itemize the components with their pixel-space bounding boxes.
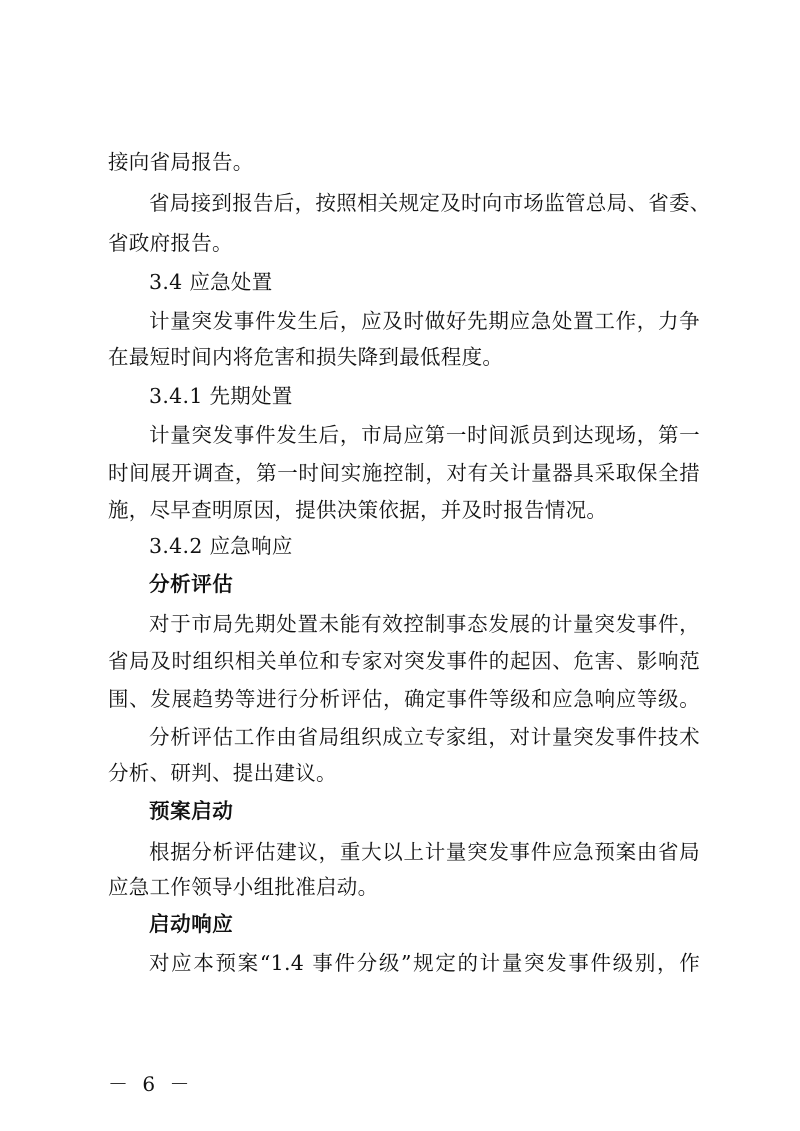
bold-subheading: 分析评估 — [149, 572, 234, 596]
bold-subheading: 启动响应 — [149, 912, 234, 936]
text-line: 分析评估工作由省局组织成立专家组，对计量突发事件技术 — [149, 725, 700, 749]
text-line: 省局及时组织相关单位和专家对突发事件的起因、危害、影响范 — [108, 649, 700, 673]
text-line: 计量突发事件发生后，应及时做好先期应急处置工作，力争 — [149, 309, 700, 333]
text-line: 时间展开调查，第一时间实施控制，对有关计量器具采取保全措 — [108, 461, 700, 485]
section-heading: 3.4.2 应急响应 — [149, 534, 293, 558]
text-line: 对于市局先期处置未能有效控制事态发展的计量突发事件， — [149, 612, 700, 636]
text-line: 施，尽早查明原因，提供决策依据，并及时报告情况。 — [108, 498, 608, 522]
text-line: 应急工作领导小组批准启动。 — [108, 875, 379, 899]
text-line: 围、发展趋势等进行分析评估，确定事件等级和应急响应等级。 — [108, 687, 700, 711]
text-line: 省政府报告。 — [108, 231, 233, 255]
text-line: 计量突发事件发生后，市局应第一时间派员到达现场，第一 — [149, 423, 700, 447]
text-line: 在最短时间内将危害和损失降到最低程度。 — [108, 345, 504, 369]
text-line: 分析、研判、提出建议。 — [108, 761, 337, 785]
text-line: 对应本预案“1.4 事件分级”规定的计量突发事件级别，作 — [149, 951, 700, 975]
section-heading: 3.4 应急处置 — [149, 270, 273, 294]
text-line: 接向省局报告。 — [108, 150, 254, 174]
text-line: 根据分析评估建议，重大以上计量突发事件应急预案由省局 — [149, 840, 700, 864]
page-number: － 6 － — [108, 1072, 194, 1096]
text-line: 省局接到报告后，按照相关规定及时向市场监管总局、省委、 — [149, 191, 711, 215]
section-heading: 3.4.1 先期处置 — [149, 384, 293, 408]
bold-subheading: 预案启动 — [149, 799, 234, 823]
